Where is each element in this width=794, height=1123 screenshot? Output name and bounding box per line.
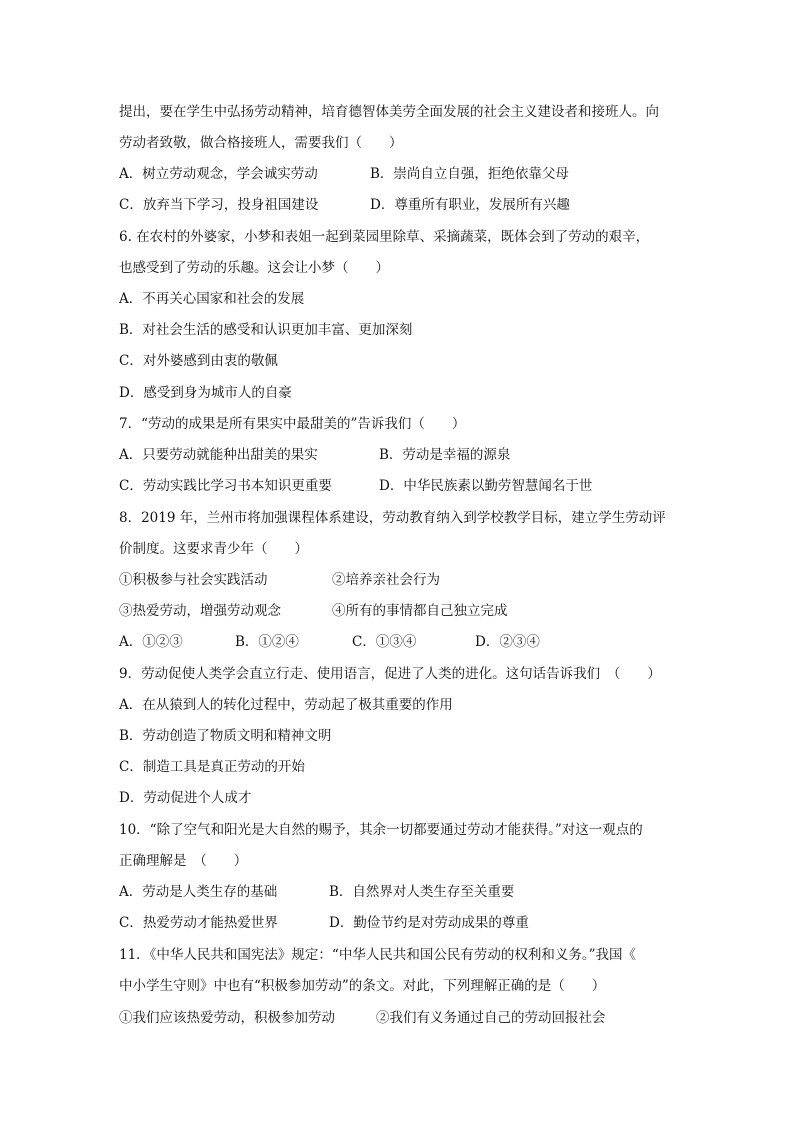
option-b: B．①②④ — [235, 634, 299, 650]
question-5-stem-end: 劳动者致敬，做合格接班人，需要我们（ ） — [119, 135, 403, 151]
option-c: C．对外婆感到由衷的敬佩 — [119, 353, 278, 369]
question-7-stem: 7．“劳动的成果是所有果实中最甜美的”告诉我们（ ） — [119, 416, 466, 432]
option-b: B．自然界对人类生存至关重要 — [329, 884, 515, 900]
option-b: B．崇尚自立自强，拒绝依靠父母 — [370, 166, 569, 182]
option-a: A．在从猿到人的转化过程中，劳动起了极其重要的作用 — [119, 697, 453, 713]
statement-3: ③热爱劳动，增强劳动观念 — [119, 603, 281, 619]
option-c: C．放弃当下学习，投身祖国建设 — [119, 197, 319, 213]
option-b: B．劳动是幸福的源泉 — [379, 447, 511, 463]
option-a: A．不再关心国家和社会的发展 — [119, 291, 305, 307]
question-8-stem: 8．2019 年，兰州市将加强课程体系建设，劳动教育纳入到学校教学目标，建立学生劳动评 — [119, 510, 666, 526]
option-c: C．劳动实践比学习书本知识更重要 — [119, 478, 332, 494]
question-10-stem-end: 正确理解是 （ ） — [119, 853, 248, 869]
statement-1: ①积极参与社会实践活动 — [119, 572, 268, 588]
statement-2: ②我们有义务通过自己的劳动回报社会 — [376, 1010, 606, 1026]
option-c: C．热爱劳动才能热爱世界 — [119, 915, 278, 931]
option-a: A．树立劳动观念，学会诚实劳动 — [119, 166, 318, 182]
option-d: D．勤俭节约是对劳动成果的尊重 — [329, 915, 529, 931]
option-a: A．只要劳动就能种出甜美的果实 — [119, 447, 318, 463]
option-c: C．①③④ — [352, 634, 417, 650]
option-d: D．中华民族素以勤劳智慧闻名于世 — [379, 478, 593, 494]
option-a: A．劳动是人类生存的基础 — [119, 884, 278, 900]
question-10-stem: 10．“除了空气和阳光是大自然的赐予，其余一切都要通过劳动才能获得。”对这一观点的 — [119, 822, 643, 838]
question-8-stem-end: 价制度。这要求青少年（ ） — [119, 541, 308, 557]
option-d: D．劳动促进个人成才 — [119, 790, 252, 806]
statement-2: ②培养亲社会行为 — [332, 572, 440, 588]
option-b: B．劳动创造了物质文明和精神文明 — [119, 728, 332, 744]
option-d: D．感受到身为城市人的自豪 — [119, 385, 292, 401]
question-5-stem-continued: 提出，要在学生中弘扬劳动精神，培育德智体美劳全面发展的社会主义建设者和接班人。向 — [119, 104, 659, 120]
option-b: B．对社会生活的感受和认识更加丰富、更加深刻 — [119, 322, 413, 338]
question-6-stem: 6. 在农村的外婆家，小梦和表姐一起到菜园里除草、采摘蔬菜，既体会到了劳动的艰辛， — [119, 229, 650, 245]
option-c: C．制造工具是真正劳动的开始 — [119, 759, 305, 775]
option-a: A．①②③ — [119, 634, 183, 650]
question-6-stem-end: 也感受到了劳动的乐趣。这会让小梦（ ） — [119, 260, 389, 276]
statement-1: ①我们应该热爱劳动，积极参加劳动 — [119, 1010, 335, 1026]
question-11-stem: 11．《中华人民共和国宪法》规定：“中华人民共和国公民有劳动的权利和义务。”我国《 — [119, 947, 636, 963]
option-d: D．尊重所有职业，发展所有兴趣 — [370, 197, 570, 213]
question-9-stem: 9．劳动促使人类学会直立行走、使用语言，促进了人类的进化。这句话告诉我们 （ ） — [119, 666, 661, 682]
statement-4: ④所有的事情都自己独立完成 — [332, 603, 508, 619]
option-d: D．②③④ — [475, 634, 540, 650]
question-11-stem-end: 中小学生守则》中也有“积极参加劳动”的条文。对此，下列理解正确的是（ ） — [119, 978, 606, 994]
